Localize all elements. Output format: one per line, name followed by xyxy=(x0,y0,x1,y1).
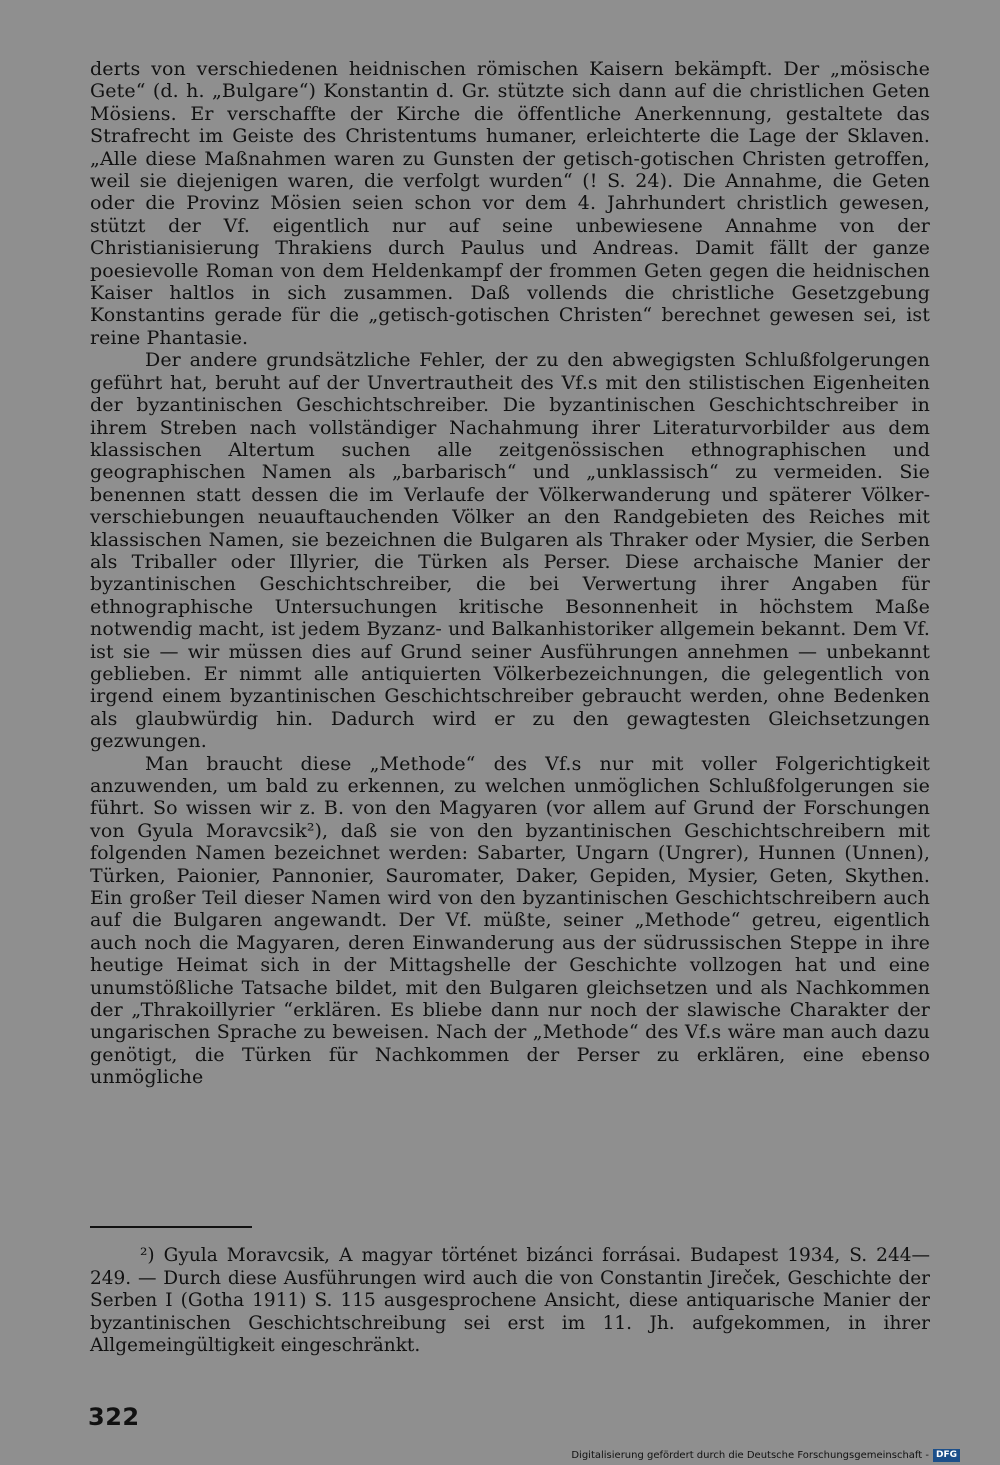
page-body xyxy=(90,58,930,1089)
paragraph-1: derts von verschiedenen heidnischen römischen Kaisern bekämpft. Der „mösische Gete“ (d. h. „Bulgare“) Konstantin d. Gr. stützte sich dann auf die christlichen Geten Mösiens. Er verschaffte der Kirche die öffentliche Anerkennung, gestaltete das Strafrecht im Geiste des Christentums humaner, erleichterte die Lage der Sklaven. „Alle diese Maßnahmen waren zu Gunsten der getisch-gotischen Christen getroffen, weil sie diejenigen waren, die verfolgt wurden“ (! S. 24). Die Annahme, die Geten oder die Provinz Mösien seien schon vor dem 4. Jahrhundert christlich gewesen, stützt der Vf. eigentlich nur auf seine unbewiesene Annahme von der Christianisierung Thrakiens durch Paulus und Andreas. Damit fällt der ganze poesievolle Roman von dem Heldenkampf der frommen Geten gegen die heidnischen Kaiser haltlos in sich zusammen. Daß vollends die christliche Gesetzgebung Konstantins gerade für die „getisch-gotischen Christen“ berechnet gewesen sei, ist reine Phantasie. xyxy=(90,58,930,349)
digitization-credit xyxy=(571,1449,960,1462)
credit-text: Digitalisierung gefördert durch die Deutsche Forschungsgemeinschaft - xyxy=(571,1450,929,1461)
paragraph-2: Der andere grundsätzliche Fehler, der zu den abwegigsten Schlußfolgerungen geführt hat, beruht auf der Unvertrautheit des Vf.s mit den stilistischen Eigenheiten der byzantinischen Geschichtschreiber. Die byzantinischen Geschichtschreiber in ihrem Streben nach vollständiger Nachahmung ihrer Literaturvorbilder aus dem klassischen Altertum suchen alle zeitgenössischen ethnographischen und geographischen Namen als „barbarisch“ und „unklassisch“ zu vermeiden. Sie benennen statt dessen die im Verlaufe der Völkerwanderung und späterer Völkerverschiebungen neuauftauchenden Völker an den Randgebieten des Reiches mit klassischen Namen, sie bezeichnen die Bulgaren als Thraker oder Mysier, die Serben als Triballer oder Illyrier, die Türken als Perser. Diese archaische Manier der byzantinischen Geschichtschreiber, die bei Verwertung ihrer Angaben für ethnographische Untersuchungen kritische Besonnenheit in höchstem Maße notwendig macht, ist jedem Byzanz- und Balkanhistoriker allgemein bekannt. Dem Vf. ist sie — wir müssen dies auf Grund seiner Ausführungen annehmen — unbekannt geblieben. Er nimmt alle antiquierten Völkerbezeichnungen, die gelegentlich von irgend einem byzantinischen Geschichtschreiber gebraucht werden, ohne Bedenken als glaubwürdig hin. Dadurch wird er zu den gewagtesten Gleichsetzungen gezwungen. xyxy=(90,349,930,753)
paragraph-3: Man braucht diese „Methode“ des Vf.s nur mit voller Folgerichtigkeit anzuwenden, um bald zu erkennen, zu welchen unmöglichen Schlußfolgerungen sie führt. So wissen wir z. B. von den Magyaren (vor allem auf Grund der Forschungen von Gyula Moravcsik²), daß sie von den byzantinischen Geschichtschreibern mit folgenden Namen bezeichnet werden: Sabarter, Ungarn (Ungrer), Hunnen (Unnen), Türken, Paionier, Pannonier, Sauromater, Daker, Gepiden, Mysier, Geten, Skythen. Ein großer Teil dieser Namen wird von den byzantinischen Geschichtschreibern auch auf die Bulgaren angewandt. Der Vf. müßte, seiner „Methode“ getreu, eigentlich auch noch die Magyaren, deren Einwanderung aus der südrussischen Steppe in ihre heutige Heimat sich in der Mittagshelle der Geschichte vollzogen hat und eine unumstößliche Tatsache bildet, mit den Bulgaren gleichsetzen und als Nachkommen der „Thrakoillyrier “erklären. Es bliebe dann nur noch der slawische Charakter der ungarischen Sprache zu beweisen. Nach der „Methode“ des Vf.s wäre man auch dazu genötigt, die Türken für Nachkommen der Perser zu erklären, eine ebenso unmögliche xyxy=(90,752,930,1089)
footnote-divider xyxy=(90,1226,252,1228)
page-number: 322 xyxy=(88,1403,140,1431)
footnote-2: ²) Gyula Moravcsik, A magyar történet bizánci forrásai. Budapest 1934, S. 244—249. — Durch diese Ausführungen wird auch die von Constantin Jireček, Geschichte der Serben I (Gotha 1911) S. 115 ausgesprochene Ansicht, diese antiquarische Manier der byzantinischen Geschichtschreibung sei erst im 11. Jh. aufgekommen, in ihrer Allgemeingültigkeit eingeschränkt. xyxy=(90,1245,930,1357)
dfg-logo-icon: DFG xyxy=(933,1449,960,1462)
